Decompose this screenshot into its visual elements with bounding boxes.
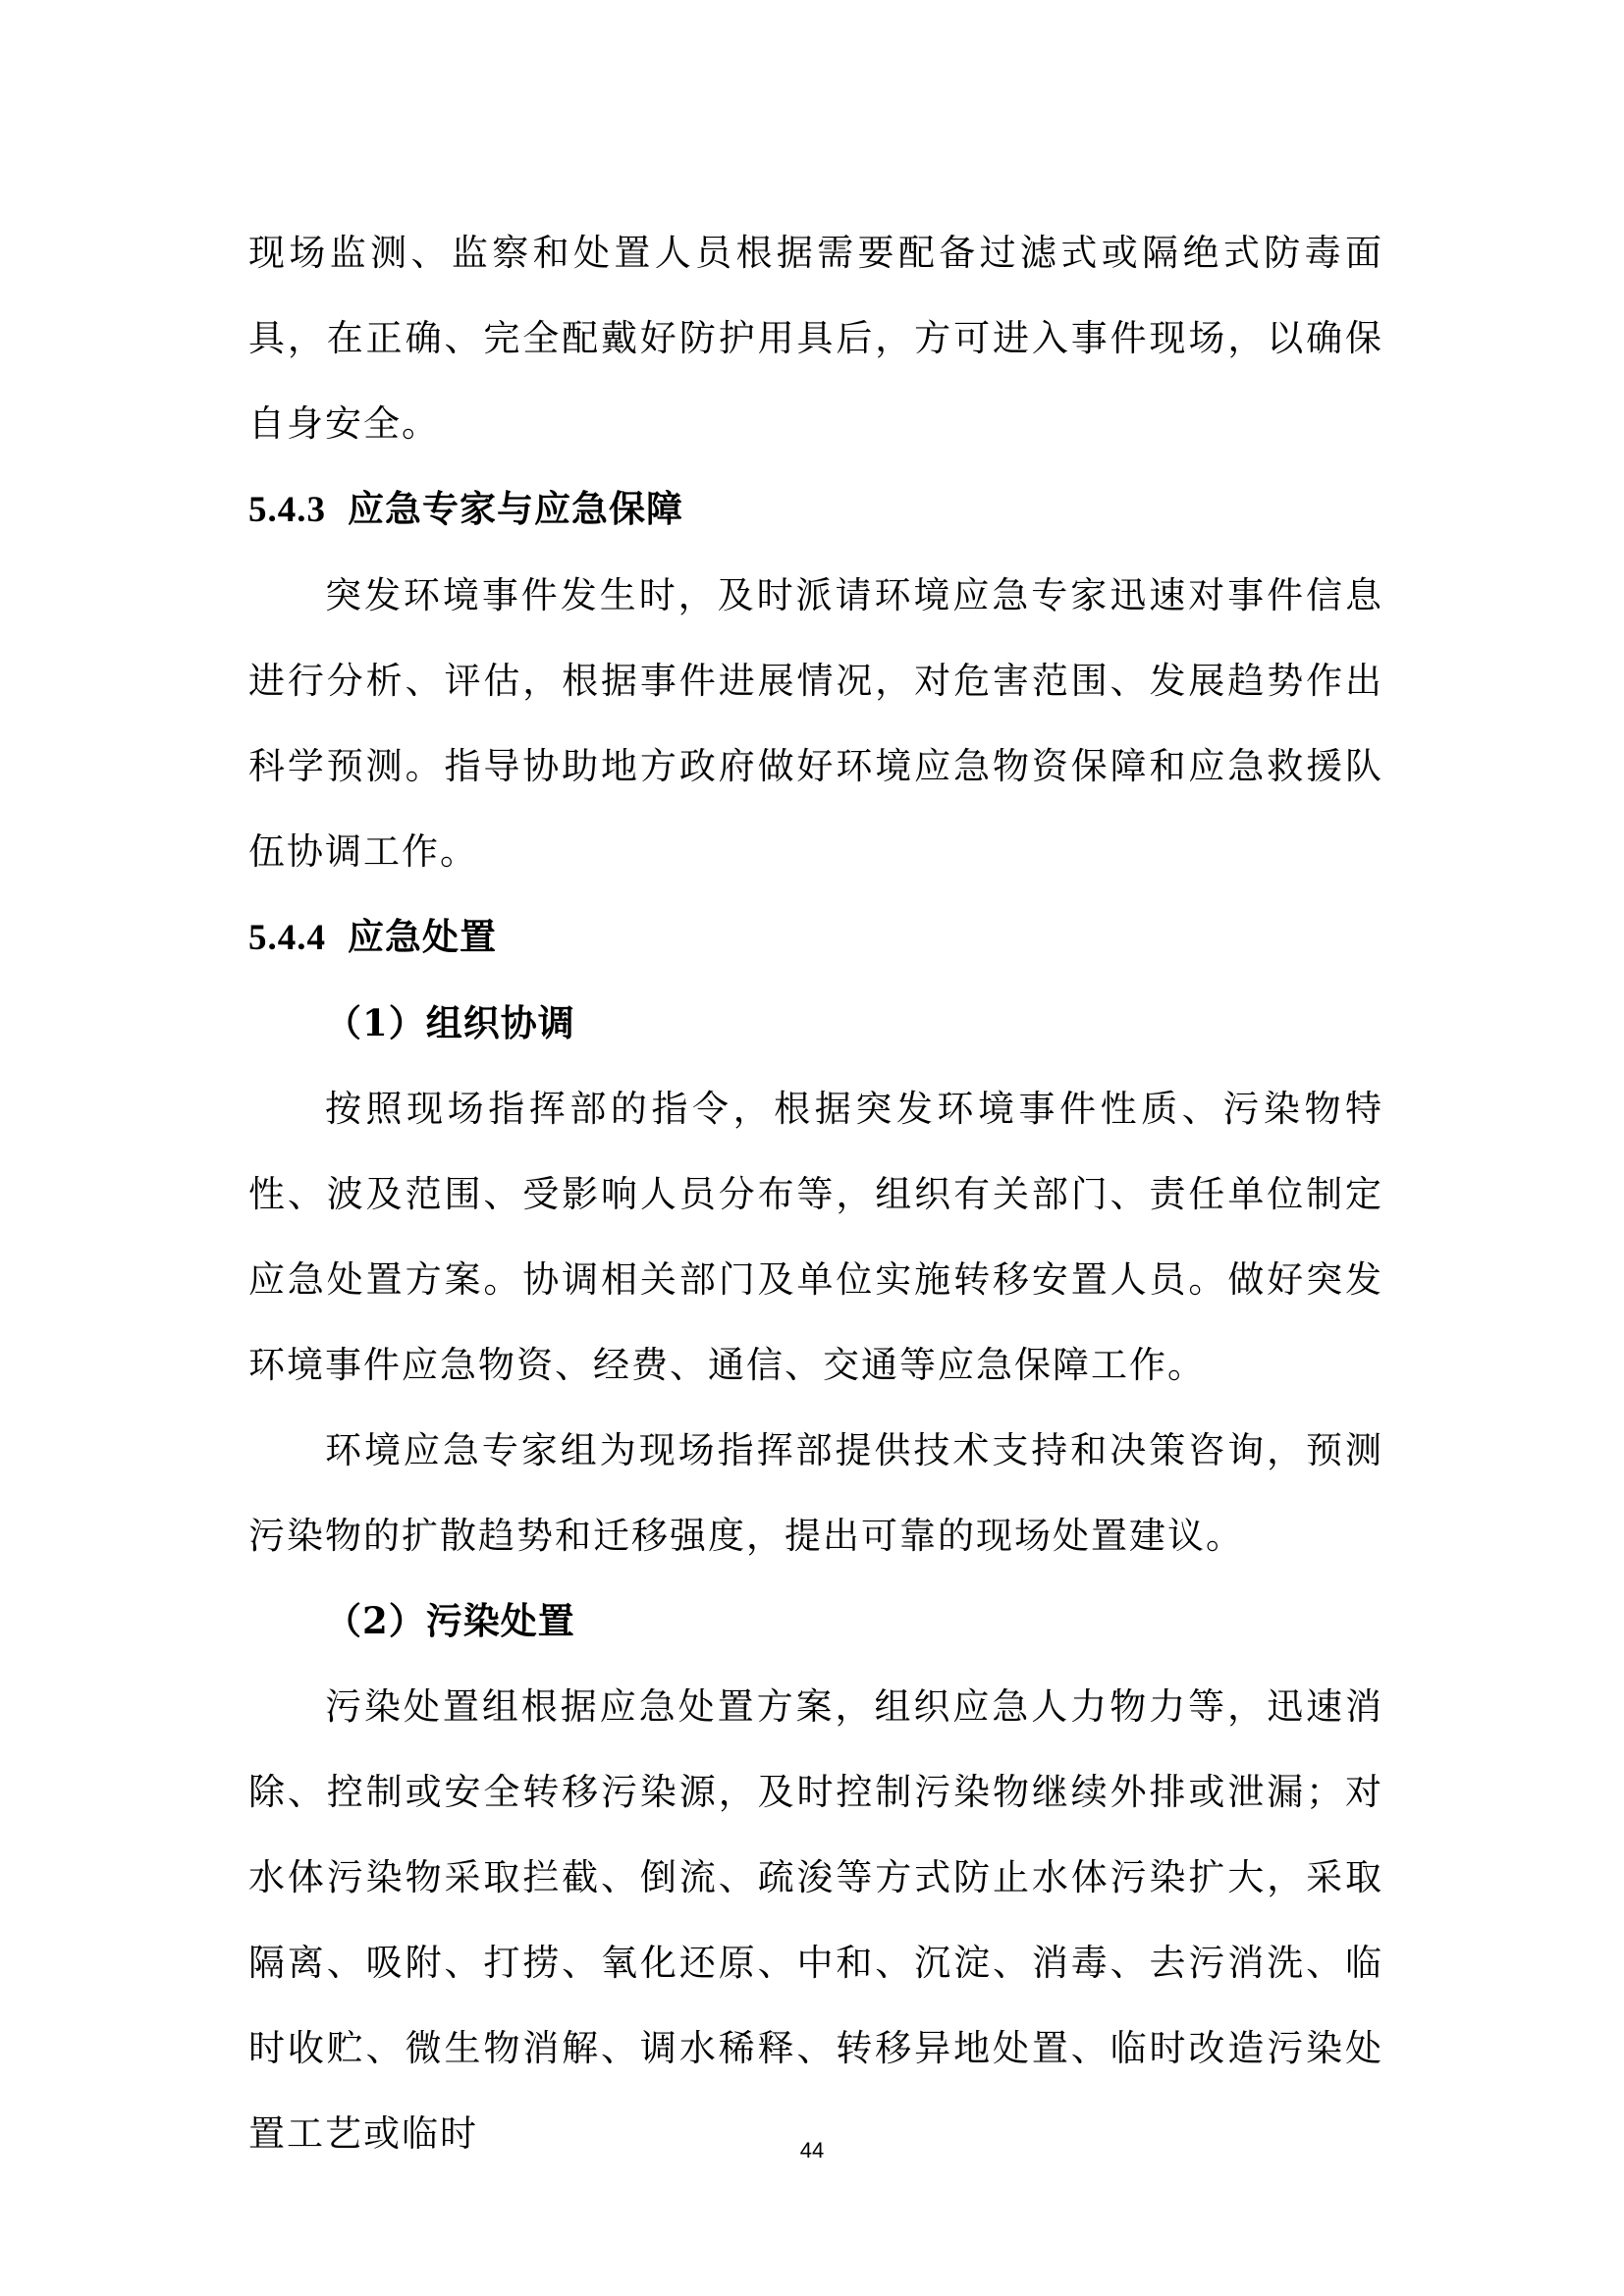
page-number: 44 bbox=[799, 2138, 825, 2163]
section-number: 5.4.4 bbox=[248, 918, 326, 958]
section-heading-5-4-3 bbox=[248, 466, 1383, 553]
paragraph-protective-equipment: 现场监测、监察和处置人员根据需要配备过滤式或隔绝式防毒面具，在正确、完全配戴好防护用具后，方可进入事件现场，以确保自身安全。 bbox=[248, 232, 1383, 445]
section-title: 应急处置 bbox=[348, 915, 497, 958]
paragraph-expert-support: 突发环境事件发生时，及时派请环境应急专家迅速对事件信息进行分析、评估，根据事件进展情况，对危害范围、发展趋势作出科学预测。指导协助地方政府做好环境应急物资保障和应急救援队伍协调工作。 bbox=[248, 574, 1383, 873]
section-heading-5-4-4 bbox=[248, 894, 1383, 981]
section-number: 5.4.3 bbox=[248, 490, 326, 530]
paragraph-pollution-disposal: 污染处置组根据应急处置方案，组织应急人力物力等，迅速消除、控制或安全转移污染源，及时控制污染物继续外排或泄漏；对水体污染物采取拦截、倒流、疏浚等方式防止水体污染扩大，采取隔离、吸附、打捞、氧化还原、中和、沉淀、消毒、去污消洗、临时收贮、微生物消解、调水稀释、转移异地处置、临时改造污染处置工艺或临时 bbox=[248, 1685, 1383, 2155]
subheading-pollution-disposal: （2）污染处置 bbox=[325, 1599, 575, 1642]
paragraph-command-instructions: 按照现场指挥部的指令，根据突发环境事件性质、污染物特性、波及范围、受影响人员分布等，组织有关部门、责任单位制定应急处置方案。协调相关部门及单位实施转移安置人员。做好突发环境事件应急物资、经费、通信、交通等应急保障工作。 bbox=[248, 1088, 1383, 1386]
page-content bbox=[248, 210, 1383, 2176]
section-title: 应急专家与应急保障 bbox=[348, 487, 683, 530]
paragraph-expert-group: 环境应急专家组为现场指挥部提供技术支持和决策咨询，预测污染物的扩散趋势和迁移强度，提出可靠的现场处置建议。 bbox=[248, 1429, 1383, 1557]
subheading-organization-coordination: （1）组织协调 bbox=[325, 1001, 575, 1044]
